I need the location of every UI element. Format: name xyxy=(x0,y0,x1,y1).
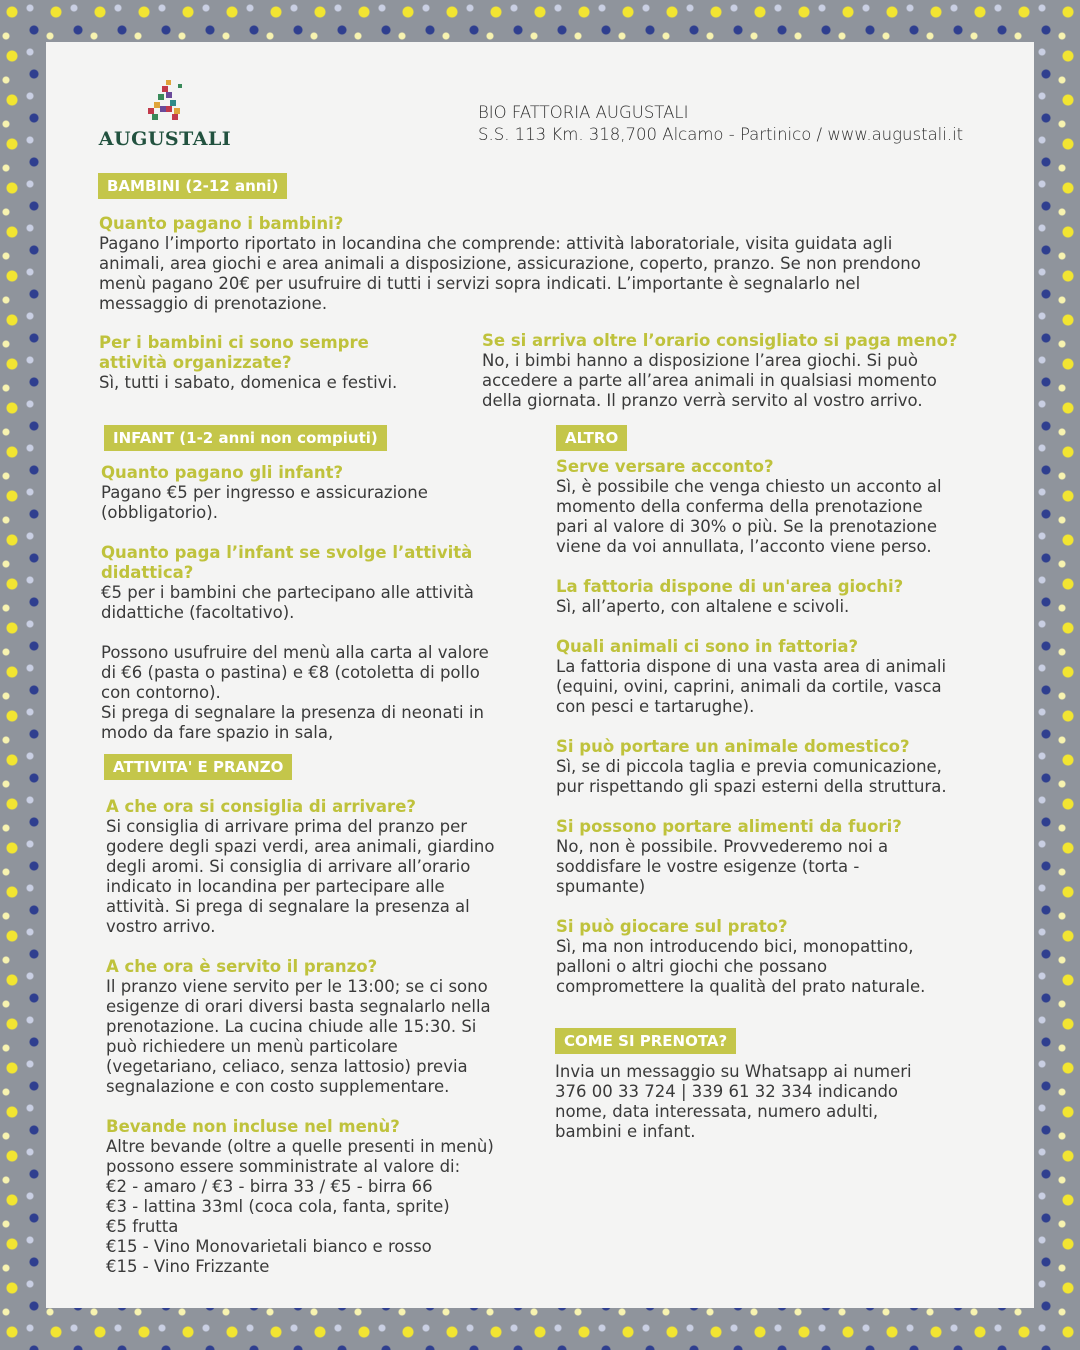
infant-note: Possono usufruire del menù alla carta al valore di €6 (pasta o pastina) e €8 (cotoletta di pollo con contorno). Si prega di segnalare la presenza di neonati in modo da fare spazio in sala, xyxy=(101,643,489,742)
tag-altro: ALTRO xyxy=(556,425,627,451)
question: Si possono portare alimenti da fuori? xyxy=(556,817,902,836)
tag-attivita: ATTIVITA' E PRANZO xyxy=(104,754,292,780)
answer: No, non è possibile. Provvederemo noi a soddisfare le vostre esigenze (torta - spumante) xyxy=(556,837,889,896)
tag-bambini: BAMBINI (2-12 anni) xyxy=(98,173,287,199)
farm-header xyxy=(478,102,963,146)
question: Quanto pagano gli infant? xyxy=(101,463,344,482)
bambini-faq-3 xyxy=(482,331,1002,411)
answer: Invia un messaggio su Whatsapp ai numeri 376 00 33 724 | 339 61 32 334 indicando nome, data interessata, numero adulti, bambini e infant. xyxy=(555,1062,912,1141)
farm-name: BIO FATTORIA AUGUSTALI xyxy=(478,103,689,122)
info-sheet xyxy=(46,42,1034,1308)
question: Quanto paga l’infant se svolge l’attività didattica? xyxy=(101,543,473,582)
tag-infant: INFANT (1-2 anni non compiuti) xyxy=(104,425,387,451)
answer: La fattoria dispone di una vasta area di animali (equini, ovini, caprini, animali da cortile, vasca con pesci e tartarughe). xyxy=(556,657,947,716)
question: Quanto pagano i bambini? xyxy=(99,214,344,233)
bambini-faq-1 xyxy=(99,214,989,314)
question: A che ora è servito il pranzo? xyxy=(106,957,378,976)
bambini-faq-2 xyxy=(99,333,439,393)
logo-text: AUGUSTALI xyxy=(98,128,232,150)
question: Si può portare un animale domestico? xyxy=(556,737,910,756)
farm-address: S.S. 113 Km. 318,700 Alcamo - Partinico / www.augustali.it xyxy=(478,125,964,144)
question: Bevande non incluse nel menù? xyxy=(106,1117,400,1136)
answer: Sì, tutti i sabato, domenica e festivi. xyxy=(99,373,398,392)
answer: Pagano l’importo riportato in locandina che comprende: attività laboratoriale, visita guidata agli animali, area giochi e area animali a disposizione, assicurazione, coperto, pranzo. Se non prendono menù pagano 20€ per usufruire di tutti i servizi sopra indicati. L’importante è segnalarlo nel messaggio di prenotazione. xyxy=(99,234,921,313)
question: Se si arriva oltre l’orario consigliato si paga meno? xyxy=(482,331,958,350)
tag-prenota: COME SI PRENOTA? xyxy=(555,1028,736,1054)
answer: Pagano €5 per ingresso e assicurazione (obbligatorio). xyxy=(101,483,428,522)
prenota-info xyxy=(555,1062,995,1142)
answer: Si consiglia di arrivare prima del pranzo per godere degli spazi verdi, area animali, giardino degli aromi. Si consiglia di arrivare all’orario indicato in locandina per partecipare alle attività. Si prega di segnalare la presenza al vostro arrivo. xyxy=(106,817,495,936)
answer: Il pranzo viene servito per le 13:00; se ci sono esigenze di orari diversi basta segnalarlo nella prenotazione. La cucina chiude alle 15:30. Si può richiedere un menù particolare (vegetariano, celiaco, senza lattosio) previa segnalazione e con costo supplementare. xyxy=(106,977,491,1096)
answer: €5 per i bambini che partecipano alle attività didattiche (facoltativo). xyxy=(101,583,474,622)
question: Si può giocare sul prato? xyxy=(556,917,788,936)
answer: Sì, se di piccola taglia e previa comunicazione, pur rispettando gli spazi esterni della struttura. xyxy=(556,757,947,796)
infant-faq xyxy=(101,463,521,743)
answer: Sì, all’aperto, con altalene e scivoli. xyxy=(556,597,850,616)
question: Quali animali ci sono in fattoria? xyxy=(556,637,859,656)
answer: Sì, è possibile che venga chiesto un acconto al momento della conferma della prenotazione pari al valore di 30% o più. Se la prenotazione viene da voi annullata, l’acconto viene perso. xyxy=(556,477,942,556)
answer: Altre bevande (oltre a quelle presenti in menù) possono essere somministrate al valore di: €2 - amaro / €3 - birra 33 / €5 - birra 66 €3 - lattina 33ml (coca cola, fanta, sprite) €5 frutta €15 - Vino Monovarietali bianco e rosso €15 - Vino Frizzante xyxy=(106,1137,494,1276)
augustali-logo xyxy=(94,78,236,158)
question: Per i bambini ci sono sempre attività organizzate? xyxy=(99,333,369,372)
question: La fattoria dispone di un'area giochi? xyxy=(556,577,904,596)
altro-faq xyxy=(556,457,996,997)
attivita-faq xyxy=(106,797,526,1277)
question: A che ora si consiglia di arrivare? xyxy=(106,797,416,816)
logo-mosaic-icon xyxy=(140,78,190,122)
answer: No, i bimbi hanno a disposizione l’area giochi. Si può accedere a parte all’area animali in qualsiasi momento della giornata. Il pranzo verrà servito al vostro arrivo. xyxy=(482,351,937,410)
answer: Sì, ma non introducendo bici, monopattino, palloni o altri giochi che possano compromettere la qualità del prato naturale. xyxy=(556,937,926,996)
question: Serve versare acconto? xyxy=(556,457,774,476)
